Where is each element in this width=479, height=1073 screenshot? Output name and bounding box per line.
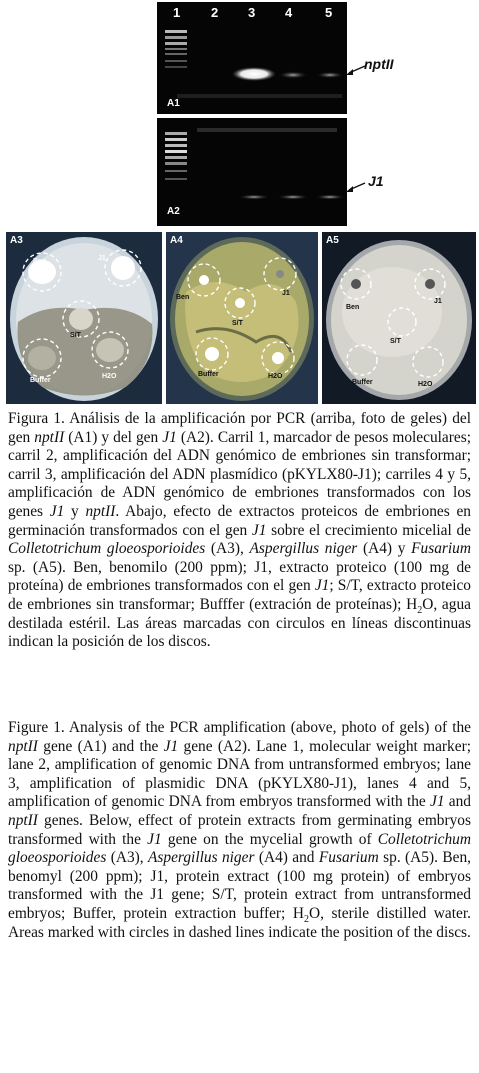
plate-a4-image [166,232,318,404]
disc-label-buffer: Buffer [352,379,373,386]
disc-label-buffer: Buffer [198,371,219,378]
gel-image-a2 [157,118,347,226]
band-lane3-J1 [239,195,269,200]
lane-number-5: 5 [325,5,333,20]
gel-image-a1 [157,2,347,114]
disc-label-h2o: H2O [418,381,433,388]
disc-label-ben: Ben [176,294,190,301]
band-lane3-nptII [232,67,276,81]
band-lane4-J1 [278,195,308,200]
gene-label-nptII: nptII [364,56,394,72]
figure-caption-spanish: Figura 1. Análisis de la amplificación por PCR (arriba, foto de geles) del gen nptII (A1) y del gen J1 (A2). Carril 1, marcador de pesos moleculares; carril 2, amplificación del ADN genómico de embriones sin transformar; carril 3, amplificación del ADN plasmídico (pKYLX80-J1); carriles 4 y 5, amplificación de ADN genómico de embriones transformados con los genes J1 y nptII. Abajo, efecto de extractos proteicos de embriones en germinación transformados con el gen J1 sobre el crecimiento micelial de Colletotrichum gloeosporioides (A3), Aspergillus niger (A4) y Fusarium sp. (A5). Ben, benomilo (200 ppm); J1, extracto proteico (100 mg de proteína) de embriones transformados con el gen J1; S/T, extracto proteico de embriones sin transformar; Bufffer (extración de proteínas); $H_2O$, agua destilada estéril. Las áreas marcadas con circulos en líneas discontinuas indican la posición de los discos. [8,410,472,651]
disc-label-st: S/T [232,320,243,327]
disc-label-j1: J1 [98,255,106,262]
gel-a2-bands [157,118,347,226]
disc-label-ben: Ben [33,258,47,265]
petri-plate-a5 [322,232,476,404]
disc-label-buffer: Buffer [30,377,51,384]
panel-label-a1: A1 [167,98,180,109]
disc-label-ben: Ben [346,304,360,311]
disc-label-j1: J1 [434,298,442,305]
lane-number-3: 3 [248,5,256,20]
band-lane4-nptII [279,72,307,79]
panel-label-a5: A5 [326,235,339,246]
plate-a5-image [322,232,476,404]
lane-number-4: 4 [285,5,293,20]
disc-label-st: S/T [70,332,81,339]
disc-label-h2o: H2O [102,373,117,380]
panel-label-a4: A4 [170,235,183,246]
panel-label-a3: A3 [10,235,23,246]
disc-label-j1: J1 [282,290,290,297]
figure-caption-english: Figure 1. Analysis of the PCR amplification (above, photo of gels) of the nptII gene (A1) and the J1 gene (A2). Lane 1, molecular weight marker; lane 2, amplification of genomic DNA from untransformed embryos; lane 3, amplification of plasmidic DNA (pKYLX80-J1), lanes 4 and 5, amplification of genomic DNA from embryos transformed with the J1 and nptII genes. Below, effect of protein extracts from germinating embryos transformed with the J1 gene on the mycelial growth of Colletotrichum gloeosporioides (A3), Aspergillus niger (A4) and Fusarium sp. (A5). Ben, benomyl (200 ppm); J1, protein extract (100 mg protein) of embryos transformed with the J1 gene; S/T, protein extract from untransformed embryos; Buffer, protein extraction buffer; $H_2O$, sterile distilled water. Areas marked with circles in dashed lines indicate the position of the discs. [8,719,471,941]
marker-ladder-a2 [165,132,187,180]
band-lane5-J1 [316,195,344,200]
disc-label-h2o: H2O [268,373,283,380]
disc-label-st: S/T [390,338,401,345]
panel-label-a2: A2 [167,206,180,217]
petri-plate-a4 [166,232,318,404]
gene-label-J1: J1 [368,173,384,189]
band-lane5-nptII [317,72,343,78]
lane-number-1: 1 [173,5,181,20]
arrow-J1 [345,181,367,195]
marker-ladder-a1 [165,30,187,68]
petri-plate-a3 [6,232,162,404]
lane-number-2: 2 [211,5,219,20]
